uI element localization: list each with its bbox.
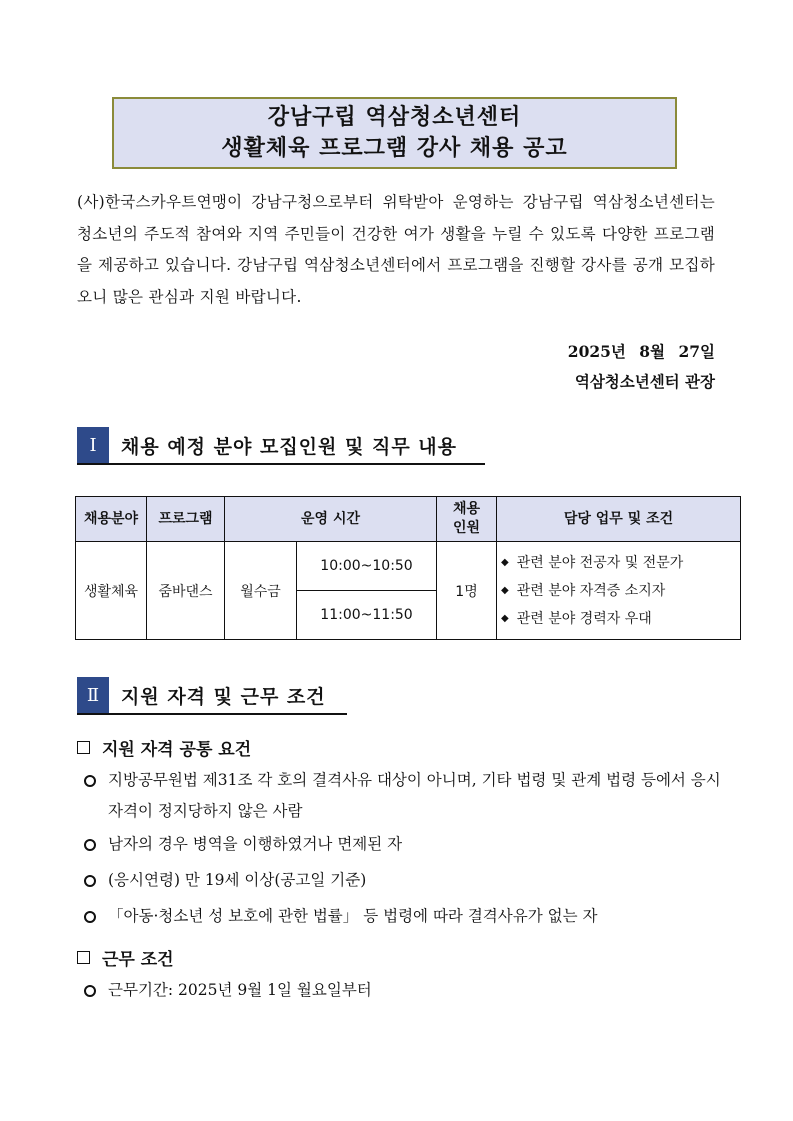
cell-duties — [497, 542, 741, 640]
duty-item: ◆ 관련 분야 전공자 및 전문가 — [501, 554, 684, 571]
notice-title-box — [112, 97, 677, 169]
circle-bullet-icon — [84, 875, 96, 887]
section-1-number: Ⅰ — [77, 427, 109, 463]
diamond-bullet-icon: ◆ — [501, 556, 509, 568]
notice-signer: 역삼청소년센터 관장 — [574, 372, 715, 391]
cell-field: 생활체육 — [76, 542, 147, 640]
qualification-item: 남자의 경우 병역을 이행하였거나 면제된 자 — [84, 829, 724, 860]
notice-date: 2025년 8월 27일 — [567, 342, 715, 361]
section-1-heading — [77, 427, 485, 465]
cell-program: 줌바댄스 — [147, 542, 225, 640]
header-hours: 운영 시간 — [225, 497, 437, 542]
section-2-heading — [77, 677, 347, 715]
diamond-bullet-icon: ◆ — [501, 612, 509, 624]
square-bullet-icon — [77, 951, 90, 964]
duty-item: ◆ 관련 분야 경력자 우대 — [501, 610, 652, 627]
header-field: 채용분야 — [76, 497, 147, 542]
qualification-item: (응시연령) 만 19세 이상(공고일 기준) — [84, 865, 724, 896]
intro-paragraph: (사)한국스카우트연맹이 강남구청으로부터 위탁받아 운영하는 강남구립 역삼청소년센터는 청소년의 주도적 참여와 지역 주민들이 건강한 여가 생활을 누릴 수 있도록 다양한 프로그램을 제공하고 있습니다. 강남구립 역삼청소년센터에서 프로그램을 진행할 강사를 공개 모집하오니 많은 관심과 지원 바랍니다. — [77, 193, 715, 306]
square-bullet-icon — [77, 741, 90, 754]
header-duties: 담당 업무 및 조건 — [497, 497, 741, 542]
title-line-1: 강남구립 역삼청소년센터 — [267, 105, 522, 130]
qualifications-heading: 지원 자격 공통 요건 — [77, 735, 251, 760]
circle-bullet-icon — [84, 839, 96, 851]
circle-bullet-icon — [84, 911, 96, 923]
title-line-2: 생활체육 프로그램 강사 채용 공고 — [221, 136, 568, 161]
circle-bullet-icon — [84, 775, 96, 787]
section-2-title: 지원 자격 및 근무 조건 — [121, 685, 326, 708]
section-1-title: 채용 예정 분야 모집인원 및 직무 내용 — [121, 435, 457, 458]
qualification-item: 「아동·청소년 성 보호에 관한 법률」 등 법령에 따라 결격사유가 없는 자 — [84, 901, 724, 932]
circle-bullet-icon — [84, 985, 96, 997]
duty-item: ◆ 관련 분야 자격증 소지자 — [501, 582, 666, 599]
qualification-item: 지방공무원법 제31조 각 호의 결격사유 대상이 아니며, 기타 법령 및 관계 법령 등에서 응시 자격이 정지당하지 않은 사람 — [84, 765, 724, 827]
cell-time-1: 10:00~10:50 — [297, 542, 437, 591]
work-condition-item: 근무기간: 2025년 9월 1일 월요일부터 — [84, 975, 724, 1006]
cell-days: 월수금 — [225, 542, 297, 640]
table-header-row — [76, 497, 741, 542]
section-2-number: Ⅱ — [77, 677, 109, 713]
cell-time-2: 11:00~11:50 — [297, 591, 437, 640]
diamond-bullet-icon: ◆ — [501, 584, 509, 596]
recruitment-table — [75, 496, 741, 640]
cell-headcount: 1명 — [437, 542, 497, 640]
header-headcount-text: 채용 인원 — [452, 501, 481, 536]
header-headcount — [437, 497, 497, 542]
header-program: 프로그램 — [147, 497, 225, 542]
work-conditions-heading: 근무 조건 — [77, 945, 174, 970]
table-row — [76, 542, 741, 591]
